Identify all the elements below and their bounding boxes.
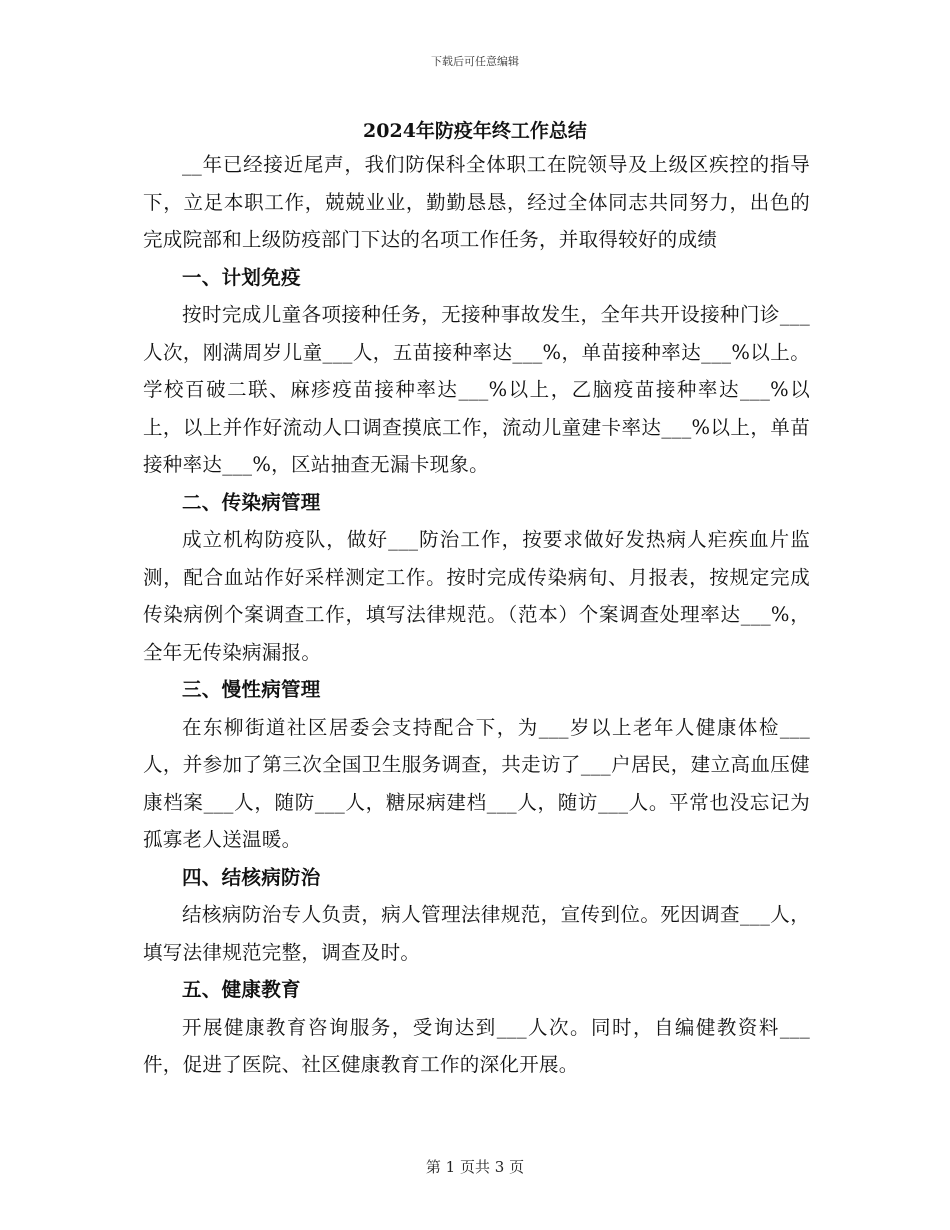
document-title: 2024年防疫年终工作总结	[363, 120, 587, 142]
section-heading-tuberculosis: 四、结核病防治	[182, 865, 321, 889]
section-heading-infectious-disease: 二、传染病管理	[182, 490, 321, 514]
section-text-immunization: 按时完成儿童各项接种任务，无接种事故发生，全年共开设接种门诊___人次，刚满周岁儿童___人，五苗接种率达___%，单苗接种率达___%以上。学校百破二联、麻疹疫苗接种率达___%以上，乙脑疫苗接种率达___%以上，以上并作好流动人口调查摸底工作，流动儿童建卡率达___%以上，单苗接种率达___%，区站抽查无漏卡现象。	[143, 303, 810, 476]
header-note: 下载后可任意编辑	[431, 55, 519, 68]
section-text-chronic-disease: 在东柳街道社区居委会支持配合下，为___岁以上老年人健康体检___人，并参加了第三次全国卫生服务调查，共走访了___户居民，建立高血压健康档案___人，随防___人，糖尿病建档___人，随访___人。平常也没忘记为孤寡老人送温暖。	[143, 715, 810, 851]
section-text-tuberculosis: 结核病防治专人负责，病人管理法律规范，宣传到位。死因调查___人，填写法律规范完整，调查及时。	[143, 903, 810, 964]
section-heading-health-education: 五、健康教育	[182, 978, 301, 1001]
intro-paragraph: __年已经接近尾声，我们防保科全体职工在院领导及上级区疾控的指导下，立足本职工作，兢兢业业，勤勤恳恳，经过全体同志共同努力，出色的完成院部和上级防疫部门下达的名项工作任务，并取得较好的成绩	[143, 153, 810, 251]
section-heading-chronic-disease: 三、慢性病管理	[182, 678, 321, 701]
document-body	[143, 146, 810, 1084]
section-heading-immunization: 一、计划免疫	[182, 265, 301, 289]
section-text-infectious-disease: 成立机构防疫队，做好___防治工作，按要求做好发热病人疟疾血片监测，配合血站作好采样测定工作。按时完成传染病旬、月报表，按规定完成传染病例个案调查工作，填写法律规范。（范本）个案调查处理率达___%，全年无传染病漏报。	[143, 528, 810, 664]
page-footer: 第 1 页共 3 页	[425, 1158, 525, 1176]
section-text-health-education: 开展健康教育咨询服务，受询达到___人次。同时，自编健教资料___件，促进了医院、社区健康教育工作的深化开展。	[143, 1015, 810, 1076]
